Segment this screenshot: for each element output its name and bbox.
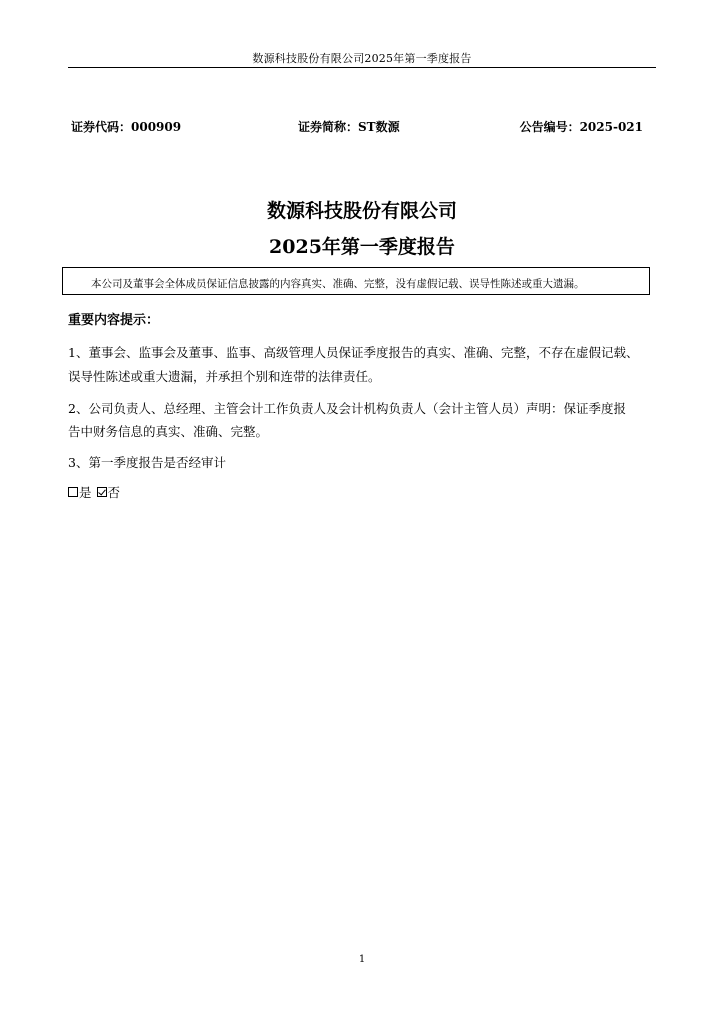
running-header: 数源科技股份有限公司2025年第一季度报告 <box>252 52 472 65</box>
audit-no-label: 否 <box>107 485 121 500</box>
notice-item-2-line-2: 告中财务信息的真实、准确、完整。 <box>68 424 269 439</box>
security-short-name: 证券简称：ST数源 <box>298 120 400 134</box>
announcement-number: 公告编号：2025-021 <box>519 120 643 134</box>
report-title: 2025年第一季度报告 <box>269 236 455 258</box>
statement-text: 本公司及董事会全体成员保证信息披露的内容真实、准确、完整，没有虚假记载、误导性陈述或重大遗漏。 <box>91 278 585 290</box>
notice-item-2-line-1: 2、公司负责人、总经理、主管会计工作负责人及会计机构负责人（会计主管人员）声明：保证季度报 <box>68 401 626 416</box>
important-notice-heading: 重要内容提示： <box>68 313 160 328</box>
company-title: 数源科技股份有限公司 <box>266 200 457 222</box>
notice-item-1-line-2: 误导性陈述或重大遗漏，并承担个别和连带的法律责任。 <box>68 369 381 384</box>
notice-item-1-line-1: 1、董事会、监事会及董事、监事、高级管理人员保证季度报告的真实、准确、完整，不存在虚假记载、 <box>68 345 639 360</box>
page-number: 1 <box>358 954 366 965</box>
audit-yes-checkbox[interactable] <box>68 487 78 497</box>
statement-box <box>62 267 650 295</box>
security-code: 证券代码：000909 <box>71 120 182 134</box>
audit-no-checkbox-checked[interactable] <box>97 487 107 497</box>
audit-options <box>68 483 120 501</box>
audit-yes-label: 是 <box>79 485 92 500</box>
header-rule <box>68 67 656 68</box>
security-info-row <box>71 118 643 134</box>
notice-item-3: 3、第一季度报告是否经审计 <box>68 455 226 470</box>
